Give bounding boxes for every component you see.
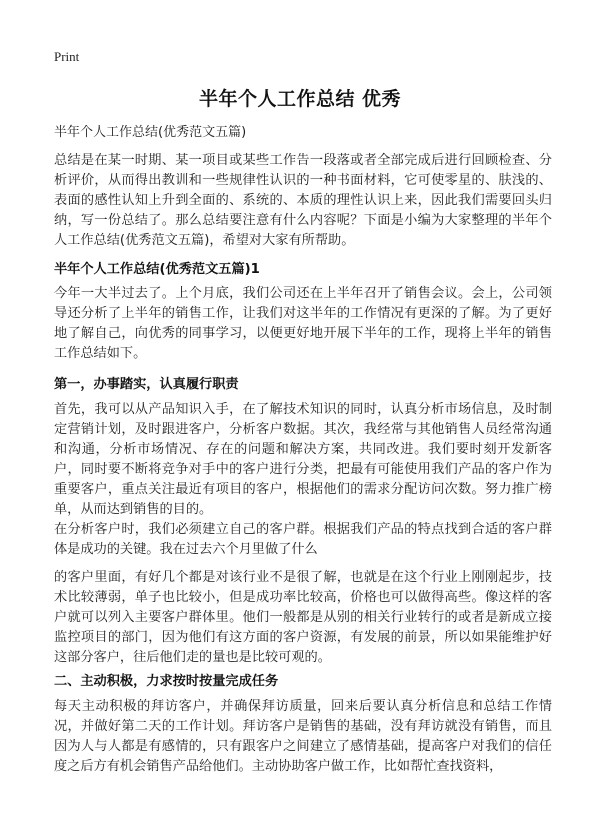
subsection-heading-2: 二、主动积极，力求按时按量完成任务: [54, 674, 279, 689]
subsection1-paragraph-c: 的客户里面，有好几个都是对该行业不是很了解，也就是在这个行业上刚刚起步，技术比较薄弱，单子也比较小，但是成功率比较高，价格也可以做得高些。像这样的客户就可以列入主要客户群体里。他们一般都是从别的相关行业转行的或者是新成立接监控项目的部门，因为他们有这方面的客户资源，有发展的前景，所以如果能维护好这部分客户，往后他们走的量也是比较可观的。: [54, 570, 552, 665]
subsection1-paragraph-a: 首先，我可以从产品知识入手，在了解技术知识的同时，认真分析市场信息，及时制定营销计划，及时跟进客户，分析客户数据。其次，我经常与其他销售人员经常沟通和沟通，分析市场情况、存在的问题和解决方案，共同改进。我们要时刻开发新客户，同时要不断将竞争对手中的客户进行分类，把最有可能使用我们产品的客户作为重要客户，重点关注最近有项目的客户，根据他们的需求分配访问次数。努力推广榜单，从而达到销售的目的。: [54, 402, 552, 517]
section-heading-1: 半年个人工作总结(优秀范文五篇)1: [54, 262, 260, 277]
section1-paragraph: 今年一大半过去了。上个月底，我们公司还在上半年召开了销售会议。会上，公司领导还分析了上半年的销售工作，让我们对这半年的工作情况有更深的了解。为了更好地了解自己，向优秀的同事学习，以便更好地开展下半年的工作，现将上半年的销售工作总结如下。: [54, 286, 552, 361]
subsection2-paragraph-a: 每天主动积极的拜访客户，并确保拜访质量，回来后要认真分析信息和总结工作情况，并做好第二天的工作计划。拜访客户是销售的基础，没有拜访就没有销售，而且因为人与人都是有感情的，只有跟客户之间建立了感情基础，提高客户对我们的信任度之后方有机会销售产品给他们。主动协助客户做工作，比如帮忙查找资料，: [54, 699, 552, 774]
document-subtitle: 半年个人工作总结(优秀范文五篇): [54, 125, 247, 140]
page-title: 半年个人工作总结 优秀: [198, 88, 402, 110]
subsection-heading-1: 第一，办事踏实，认真履行职责: [54, 377, 239, 392]
print-link[interactable]: Print: [54, 49, 80, 64]
subsection1-paragraph-b: 在分析客户时，我们必须建立自己的客户群。根据我们产品的特点找到合适的客户群体是成功的关键。我在过去六个月里做了什么: [54, 522, 552, 557]
intro-paragraph: 总结是在某一时期、某一项目或某些工作告一段落或者全部完成后进行回顾检查、分析评价，从而得出教训和一些规律性认识的一种书面材料，它可使零星的、肤浅的、表面的感性认知上升到全面的、系统的、本质的理性认识上来，因此我们需要回头归纳，写一份总结了。那么总结要注意有什么内容呢？下面是小编为大家整理的半年个人工作总结(优秀范文五篇)，希望对大家有所帮助。: [54, 153, 552, 248]
